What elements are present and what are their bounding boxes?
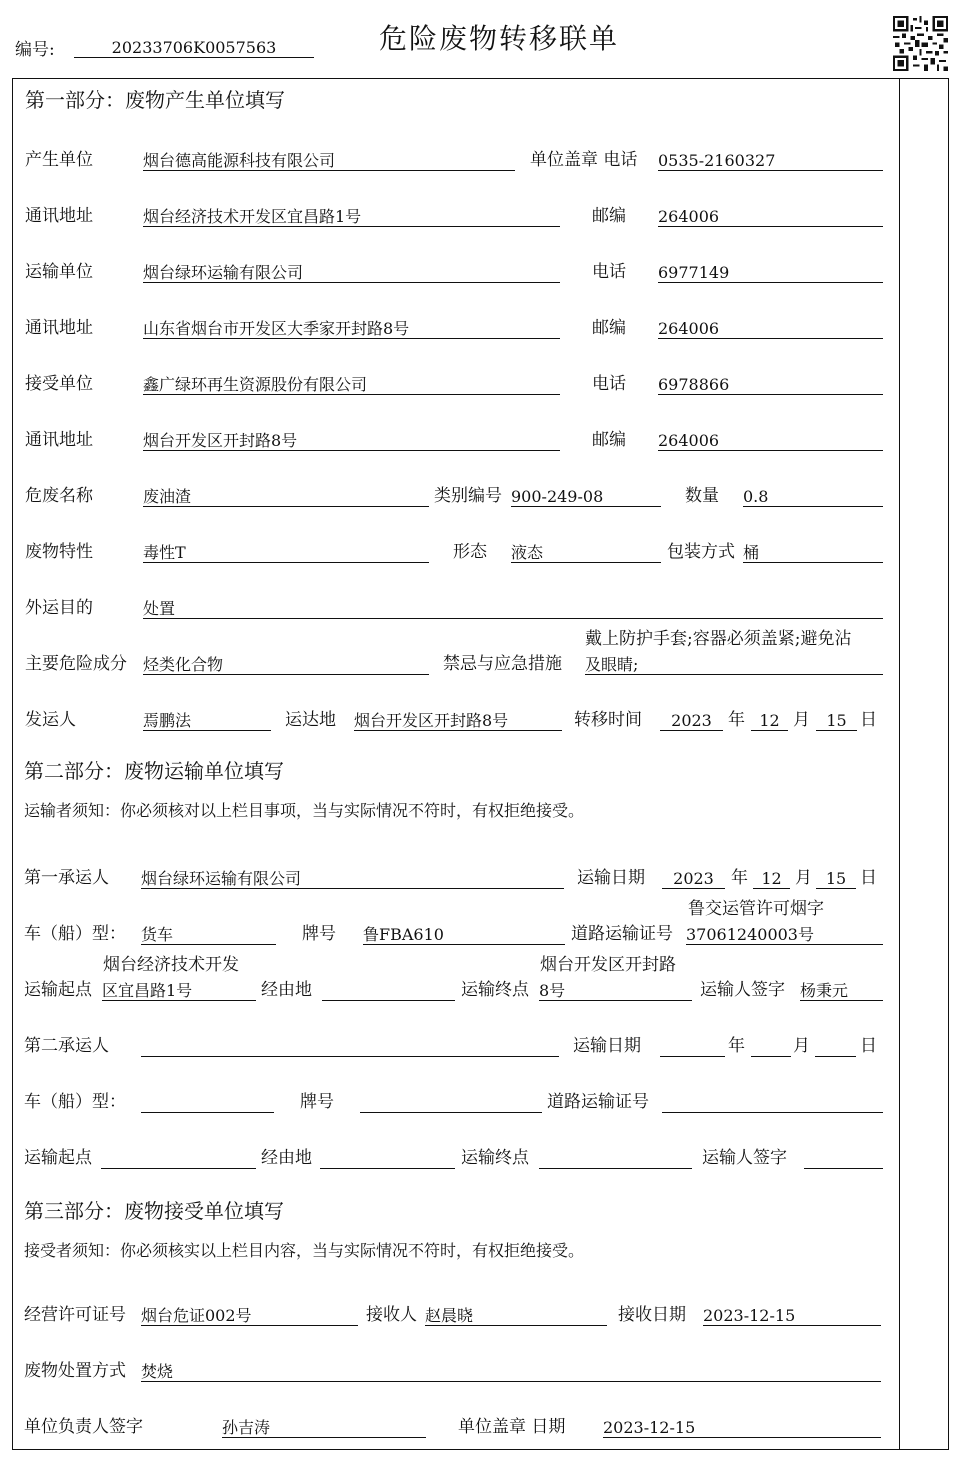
frame-divider: [899, 79, 900, 1449]
producer-zip-field[interactable]: 264006: [658, 207, 883, 227]
road-permit-field[interactable]: 37061240003号: [686, 925, 883, 945]
waste-property-label: 废物特性: [25, 542, 93, 562]
carrier2-day-field[interactable]: [815, 1037, 856, 1057]
taboo-label: 禁忌与应急措施: [443, 654, 562, 674]
receiver-unit-field[interactable]: 鑫广绿环再生资源股份有限公司: [143, 375, 560, 395]
carrier2-field[interactable]: [141, 1037, 559, 1057]
main-component-label: 主要危险成分: [25, 654, 127, 674]
month-unit: 月: [793, 1036, 810, 1056]
transfer-month-field[interactable]: 12: [751, 711, 788, 731]
producer-label: 产生单位: [25, 150, 93, 170]
plate-label: 牌号: [302, 924, 336, 944]
carrier1-field[interactable]: 烟台绿环运输有限公司: [141, 869, 564, 889]
taboo-field[interactable]: 及眼睛;: [585, 655, 883, 675]
month-unit: 月: [795, 868, 812, 888]
vehicle-type-label: 车（船）型：: [24, 1092, 126, 1112]
transporter2-sign-field[interactable]: [804, 1149, 883, 1169]
packaging-label: 包装方式: [667, 542, 735, 562]
part1-heading: 第一部分：废物产生单位填写: [25, 88, 285, 112]
phone-label: 电话: [592, 262, 626, 282]
plate2-field[interactable]: [360, 1093, 542, 1113]
transport-unit-label: 运输单位: [25, 262, 93, 282]
carrier1-year-field[interactable]: 2023: [662, 869, 725, 889]
via-label: 经由地: [261, 1148, 312, 1168]
zip-label: 邮编: [592, 318, 626, 338]
address-label: 通讯地址: [25, 430, 93, 450]
road-permit-label: 道路运输证号: [571, 924, 673, 944]
via-label: 经由地: [261, 980, 312, 1000]
address-label: 通讯地址: [25, 318, 93, 338]
plate-label: 牌号: [300, 1092, 334, 1112]
via2-field[interactable]: [320, 1149, 455, 1169]
phone-label: 电话: [592, 374, 626, 394]
year-unit: 年: [728, 1036, 745, 1056]
via-field[interactable]: [322, 981, 455, 1001]
day-unit: 日: [860, 1036, 877, 1056]
road-permit-label: 道路运输证号: [547, 1092, 649, 1112]
category-label: 类别编号: [434, 486, 502, 506]
waste-property-field[interactable]: 毒性T: [143, 543, 429, 563]
transport-zip-field[interactable]: 264006: [658, 319, 883, 339]
receiver-address-field[interactable]: 烟台开发区开封路8号: [143, 431, 560, 451]
disposal-method-field[interactable]: 焚烧: [141, 1362, 881, 1382]
receiver-zip-field[interactable]: 264006: [658, 431, 883, 451]
carrier2-month-field[interactable]: [751, 1037, 791, 1057]
transfer-year-field[interactable]: 2023: [660, 711, 723, 731]
transporter-sign-label: 运输人签字: [702, 1148, 787, 1168]
category-field[interactable]: 900-249-08: [511, 487, 661, 507]
year-unit: 年: [731, 868, 748, 888]
receiver-unit-label: 接受单位: [25, 374, 93, 394]
shipper-field[interactable]: 焉鹏法: [143, 711, 271, 731]
stamp-date-label: 单位盖章 日期: [458, 1417, 566, 1437]
carrier1-month-field[interactable]: 12: [753, 869, 790, 889]
head-sign-label: 单位负责人签字: [24, 1417, 143, 1437]
head-sign-field[interactable]: 孙吉涛: [222, 1418, 426, 1438]
shipper-label: 发运人: [25, 710, 76, 730]
taboo-line1: 戴上防护手套;容器必须盖紧;避免沾: [585, 629, 852, 649]
producer-phone-field[interactable]: 0535-2160327: [658, 151, 883, 171]
end-point-line1: 烟台开发区开封路: [540, 955, 676, 975]
zip-label: 邮编: [592, 206, 626, 226]
form-field[interactable]: 液态: [511, 543, 661, 563]
zip-label: 邮编: [592, 430, 626, 450]
receiver-phone-field[interactable]: 6978866: [658, 375, 883, 395]
quantity-label: 数量: [685, 486, 719, 506]
road-permit-line1: 鲁交运管许可烟字: [688, 899, 824, 919]
destination-field[interactable]: 烟台开发区开封路8号: [354, 711, 562, 731]
start-point2-field[interactable]: [101, 1149, 256, 1169]
transport-date-label: 运输日期: [577, 868, 645, 888]
vehicle2-type-field[interactable]: [141, 1093, 274, 1113]
part2-heading: 第二部分：废物运输单位填写: [24, 759, 284, 783]
recipient-label: 接收人: [366, 1305, 417, 1325]
end-point-field[interactable]: 8号: [539, 981, 692, 1001]
receiver-notice: 接受者须知：你必须核实以上栏目内容，当与实际情况不符时，有权拒绝接受。: [24, 1241, 585, 1260]
transport-phone-field[interactable]: 6977149: [658, 263, 883, 283]
transport-unit-field[interactable]: 烟台绿环运输有限公司: [143, 263, 560, 283]
end-point2-field[interactable]: [539, 1149, 692, 1169]
year-unit: 年: [728, 710, 745, 730]
vehicle-type-field[interactable]: 货车: [141, 925, 276, 945]
receive-date-field[interactable]: 2023-12-15: [703, 1306, 881, 1326]
carrier1-label: 第一承运人: [24, 868, 109, 888]
transporter-sign-field[interactable]: 杨秉元: [800, 981, 883, 1001]
vehicle-type-label: 车（船）型：: [24, 924, 126, 944]
transfer-time-label: 转移时间: [574, 710, 642, 730]
serial-no-value: 20233706K0057563: [74, 38, 314, 58]
end-point-label: 运输终点: [461, 1148, 529, 1168]
producer-field[interactable]: 烟台德高能源科技有限公司: [143, 151, 515, 171]
part3-heading: 第三部分：废物接受单位填写: [24, 1199, 284, 1223]
producer-address-field[interactable]: 烟台经济技术开发区宜昌路1号: [143, 207, 560, 227]
recipient-field[interactable]: 赵晨晓: [425, 1306, 607, 1326]
stamp-phone-label: 单位盖章 电话: [530, 150, 638, 170]
start-point-line1: 烟台经济技术开发: [103, 955, 239, 975]
transporter-sign-label: 运输人签字: [700, 980, 785, 1000]
transport-address-field[interactable]: 山东省烟台市开发区大季家开封路8号: [143, 319, 560, 339]
license-label: 经营许可证号: [24, 1305, 126, 1325]
qr-code-icon: [893, 16, 948, 71]
purpose-label: 外运目的: [25, 598, 93, 618]
serial-no-label: 编号:: [15, 40, 55, 60]
stamp-date-field[interactable]: 2023-12-15: [603, 1418, 881, 1438]
destination-label: 运达地: [285, 710, 336, 730]
carrier2-year-field[interactable]: [660, 1037, 725, 1057]
waste-name-field[interactable]: 废油渣: [143, 487, 429, 507]
receive-date-label: 接收日期: [618, 1305, 686, 1325]
waste-name-label: 危废名称: [25, 486, 93, 506]
main-component-field[interactable]: 烃类化合物: [143, 655, 429, 675]
start-point-label: 运输起点: [24, 1148, 92, 1168]
transport-notice: 运输者须知：你必须核对以上栏目事项，当与实际情况不符时，有权拒绝接受。: [24, 801, 585, 820]
transfer-day-field[interactable]: 15: [816, 711, 857, 731]
carrier1-day-field[interactable]: 15: [816, 869, 856, 889]
transport-date-label: 运输日期: [573, 1036, 641, 1056]
purpose-field[interactable]: 处置: [143, 599, 883, 619]
packaging-field[interactable]: 桶: [743, 543, 883, 563]
day-unit: 日: [860, 710, 877, 730]
address-label: 通讯地址: [25, 206, 93, 226]
disposal-method-label: 废物处置方式: [24, 1361, 126, 1381]
start-point-field[interactable]: 区宜昌路1号: [102, 981, 256, 1001]
month-unit: 月: [793, 710, 810, 730]
end-point-label: 运输终点: [461, 980, 529, 1000]
day-unit: 日: [860, 868, 877, 888]
carrier2-label: 第二承运人: [24, 1036, 109, 1056]
form-label: 形态: [453, 542, 487, 562]
page-title: 危险废物转移联单: [379, 22, 620, 55]
license-field[interactable]: 烟台危证002号: [141, 1306, 358, 1326]
start-point-label: 运输起点: [24, 980, 92, 1000]
plate-field[interactable]: 鲁FBA610: [363, 925, 565, 945]
road-permit2-field[interactable]: [662, 1093, 883, 1113]
quantity-field[interactable]: 0.8: [743, 487, 883, 507]
